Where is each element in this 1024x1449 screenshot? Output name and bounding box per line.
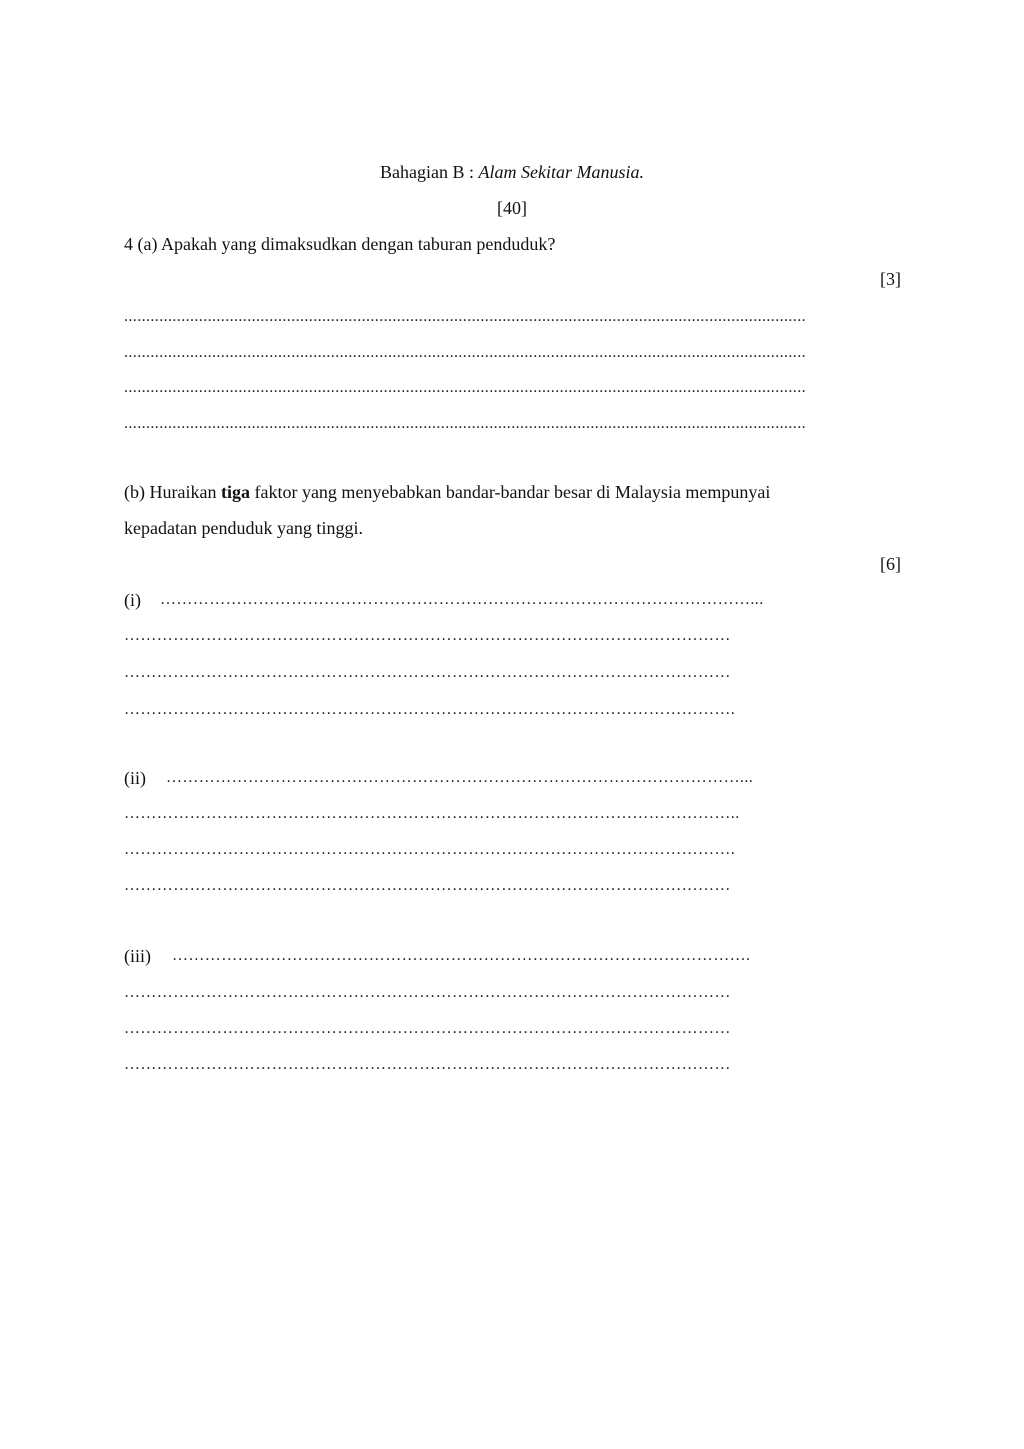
section-title: Alam Sekitar Manusia. bbox=[478, 162, 644, 182]
answer-line-ii-2[interactable]: ………………………………………………………………………………………………….. bbox=[124, 805, 740, 822]
answer-line-iii-4[interactable]: ………………………………………………………………………………………………… bbox=[124, 1056, 731, 1073]
answer-line-4a-4[interactable]: ........................................................................................................................................................... bbox=[124, 415, 806, 432]
question-4b bbox=[124, 481, 770, 503]
answer-line-iii-1[interactable]: ……………………………………………………………………………………………. bbox=[172, 947, 751, 964]
answer-line-ii-1[interactable]: ……………………………………………………………………………………………... bbox=[166, 769, 754, 786]
answer-line-4a-2[interactable]: ........................................................................................................................................................... bbox=[124, 344, 806, 361]
answer-line-ii-3[interactable]: …………………………………………………………………………………………………. bbox=[124, 841, 736, 858]
question-4b-bold: tiga bbox=[220, 482, 250, 502]
question-4b-line2: kepadatan penduduk yang tinggi. bbox=[124, 518, 363, 538]
question-4a-marks: [3] bbox=[880, 269, 901, 289]
part-i-label: (i) bbox=[124, 590, 141, 610]
part-iii-label: (iii) bbox=[124, 946, 151, 966]
answer-line-i-2[interactable]: ………………………………………………………………………………………………… bbox=[124, 627, 731, 644]
question-4a: 4 (a) Apakah yang dimaksudkan dengan taburan penduduk? bbox=[124, 234, 556, 254]
answer-line-i-3[interactable]: ………………………………………………………………………………………………… bbox=[124, 664, 731, 681]
question-4b-marks: [6] bbox=[880, 554, 901, 574]
part-ii-label: (ii) bbox=[124, 768, 146, 788]
answer-line-i-1[interactable]: ………………………………………………………………………………………………... bbox=[160, 591, 764, 608]
answer-line-iii-2[interactable]: ………………………………………………………………………………………………… bbox=[124, 984, 731, 1001]
answer-line-i-4[interactable]: …………………………………………………………………………………………………. bbox=[124, 701, 736, 718]
section-total-marks: [40] bbox=[497, 198, 527, 218]
section-heading bbox=[0, 161, 1024, 183]
question-4b-intro: (b) Huraikan bbox=[124, 482, 221, 502]
answer-line-4a-1[interactable]: ........................................................................................................................................................... bbox=[124, 308, 806, 325]
answer-line-ii-4[interactable]: ………………………………………………………………………………………………… bbox=[124, 877, 731, 894]
answer-line-4a-3[interactable]: ........................................................................................................................................................... bbox=[124, 379, 806, 396]
section-prefix: Bahagian B : bbox=[380, 162, 479, 182]
question-4b-rest: faktor yang menyebabkan bandar-bandar besar di Malaysia mempunyai bbox=[249, 482, 771, 502]
answer-line-iii-3[interactable]: ………………………………………………………………………………………………… bbox=[124, 1020, 731, 1037]
